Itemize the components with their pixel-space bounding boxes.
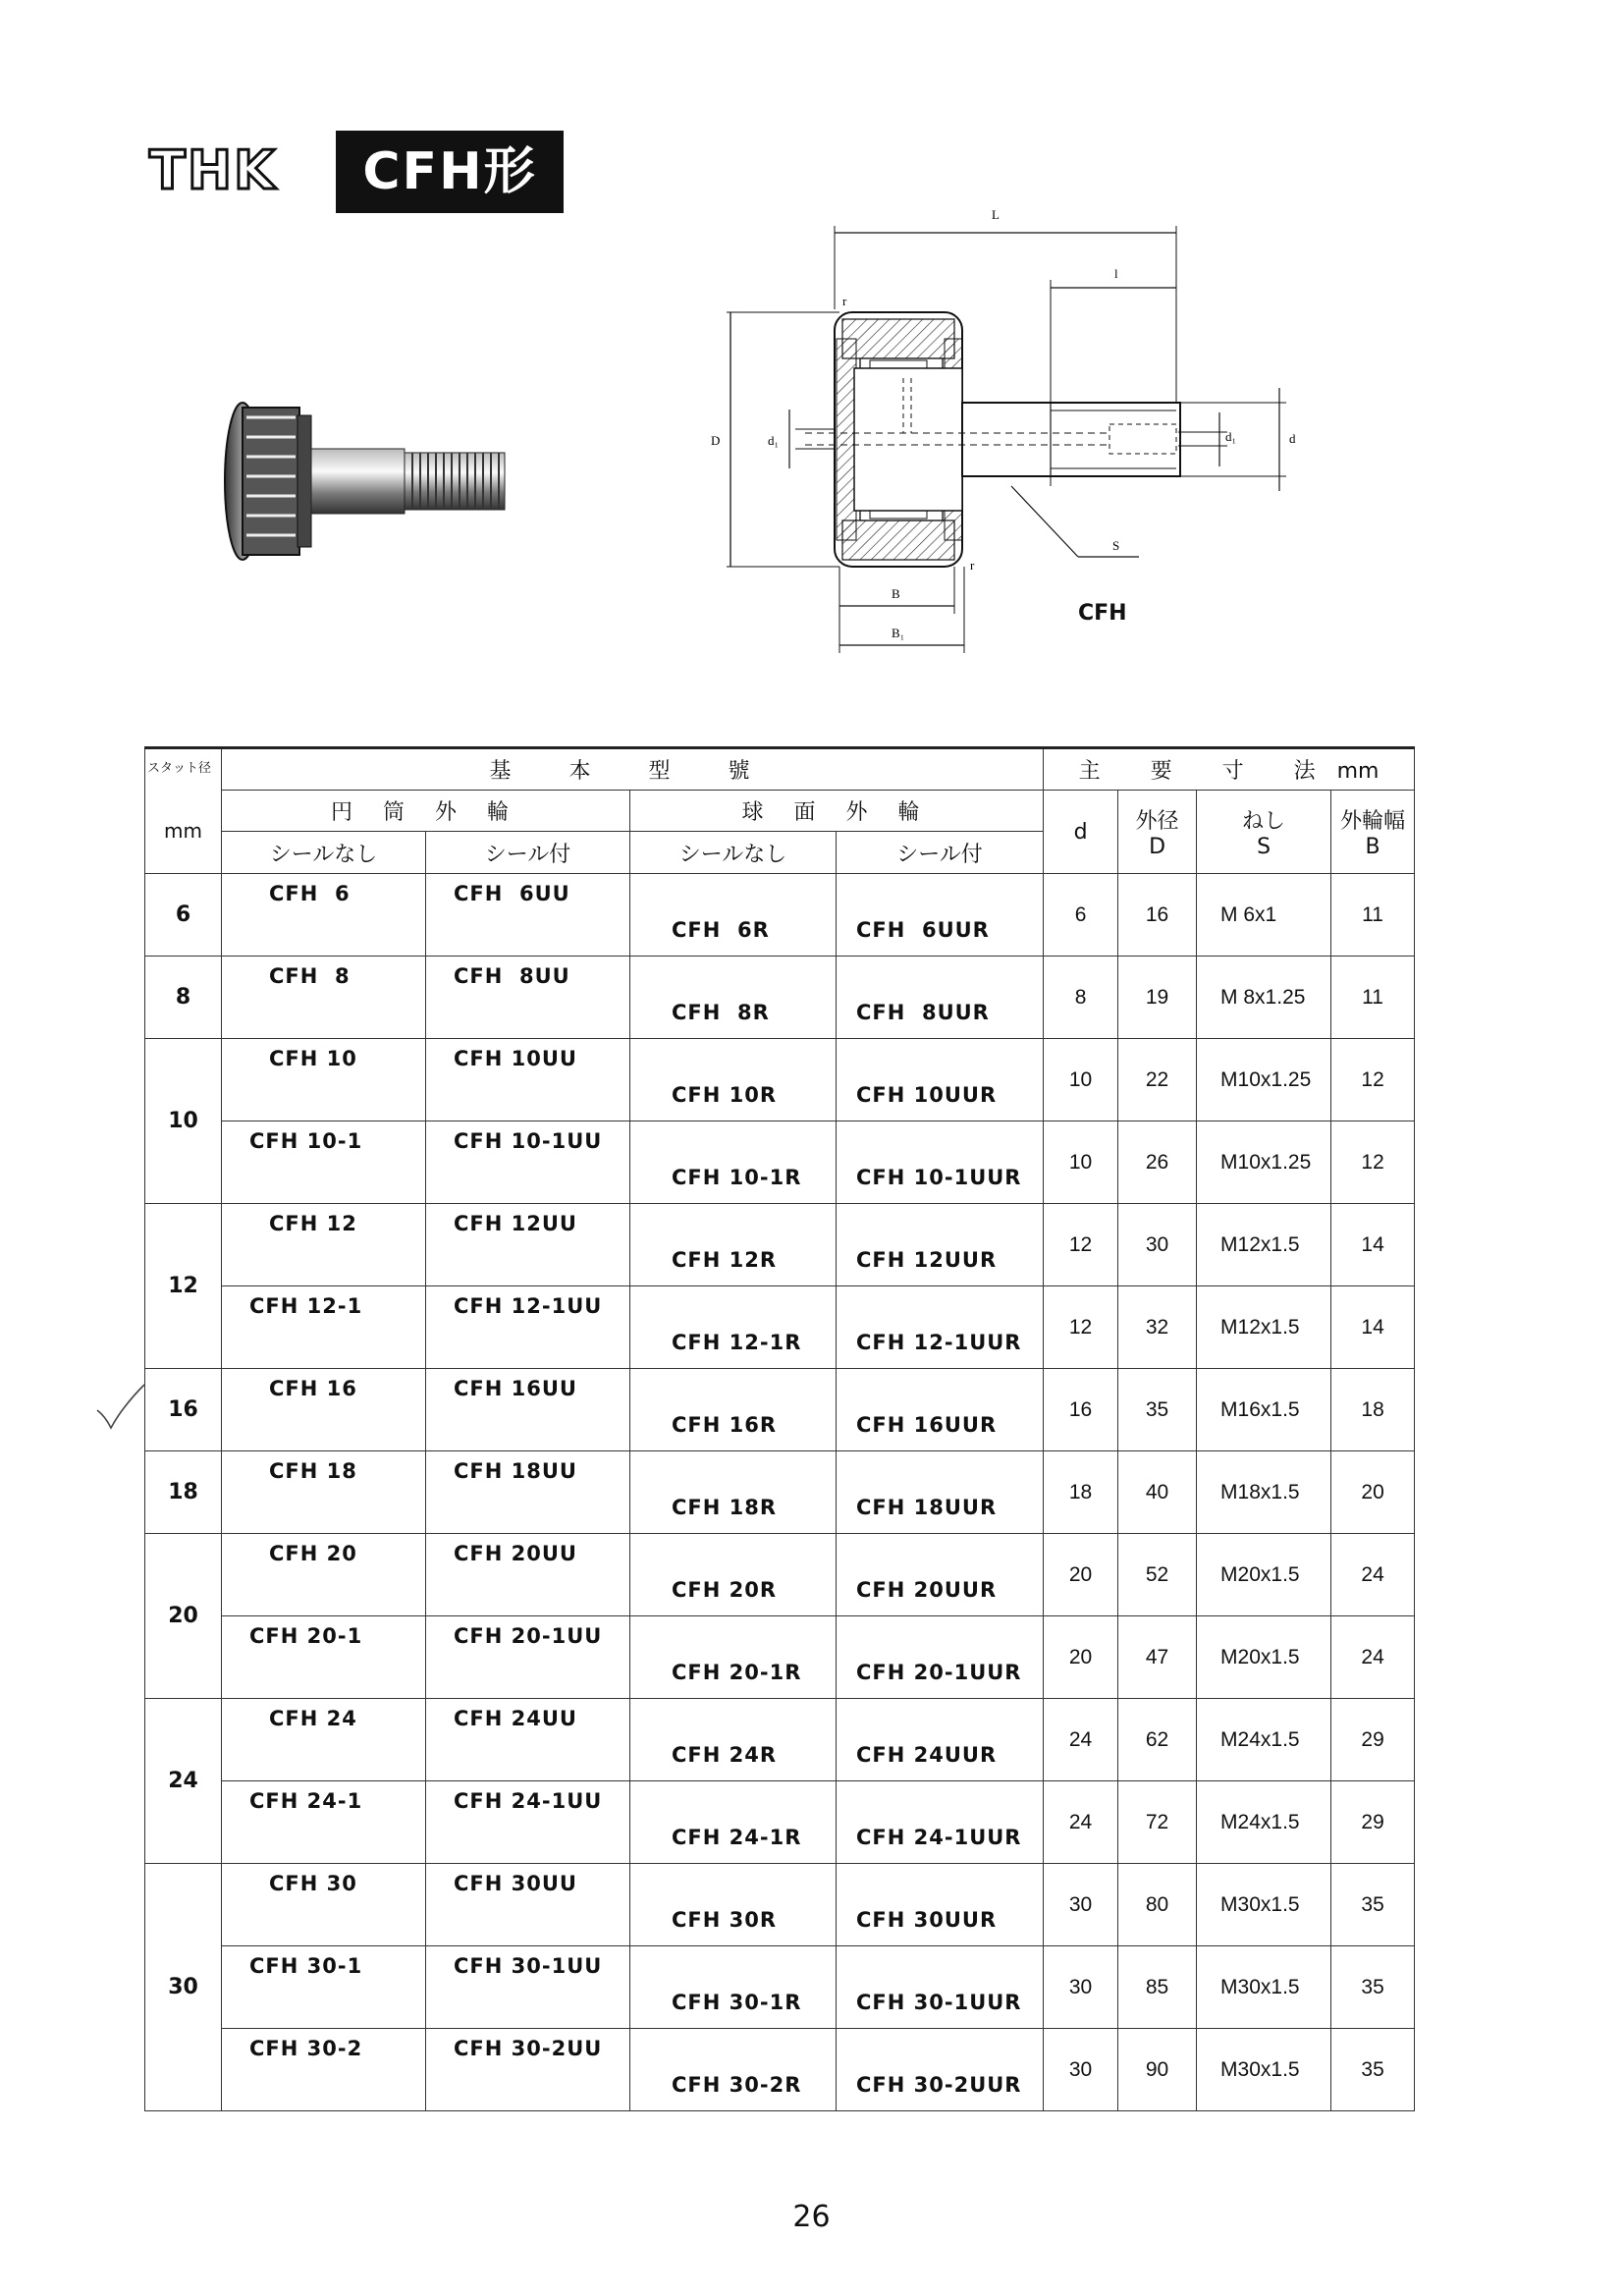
dim-d-cell: 16	[1044, 1369, 1118, 1451]
model-seal-cyl: CFH 20-1UU	[426, 1616, 630, 1699]
dim-S-cell: M20x1.5	[1197, 1534, 1331, 1616]
model-seal-sph: CFH 10UUR	[837, 1039, 1044, 1121]
no-seal-header-1: シールなし	[222, 832, 426, 874]
table-row	[145, 1946, 1415, 2029]
dim-B-cell: 24	[1331, 1616, 1415, 1699]
spec-table	[144, 746, 1415, 2111]
model-no-seal-sph: CFH 12-1R	[630, 1286, 837, 1369]
model-seal-cyl: CFH 12UU	[426, 1204, 630, 1286]
model-seal-cyl: CFH 24-1UU	[426, 1781, 630, 1864]
dim-S-cell: M24x1.5	[1197, 1699, 1331, 1781]
stud-diameter-cell: 30	[145, 1864, 222, 2111]
dim-D-cell: 35	[1118, 1369, 1197, 1451]
dim-r-top: r	[842, 294, 847, 308]
dim-D-cell: 40	[1118, 1451, 1197, 1534]
dim-D-cell: 26	[1118, 1121, 1197, 1204]
dim-B-cell: 35	[1331, 1946, 1415, 2029]
model-seal-sph: CFH 20-1UUR	[837, 1616, 1044, 1699]
main-dims-unit: mm	[1336, 759, 1380, 784]
dim-S-cell: M24x1.5	[1197, 1781, 1331, 1864]
table-row	[145, 1286, 1415, 1369]
page-title: CFH形	[336, 131, 564, 213]
dim-B-cell: 12	[1331, 1039, 1415, 1121]
dim-S-cell: M10x1.25	[1197, 1121, 1331, 1204]
dim-D-cell: 47	[1118, 1616, 1197, 1699]
dim-d-cell: 20	[1044, 1616, 1118, 1699]
model-seal-sph: CFH 6UUR	[837, 874, 1044, 957]
basic-model-header: 基 本 型 號	[222, 748, 1044, 791]
col-d-header: d	[1044, 791, 1118, 874]
dim-S-cell: M12x1.5	[1197, 1204, 1331, 1286]
model-seal-cyl: CFH 20UU	[426, 1534, 630, 1616]
dim-D-cell: 52	[1118, 1534, 1197, 1616]
dim-B-cell: 20	[1331, 1451, 1415, 1534]
stud-diameter-cell: 24	[145, 1699, 222, 1864]
dim-D-cell: 22	[1118, 1039, 1197, 1121]
model-no-seal-cyl: CFH 20-1	[222, 1616, 426, 1699]
model-seal-sph: CFH 12-1UUR	[837, 1286, 1044, 1369]
dim-d-cell: 10	[1044, 1121, 1118, 1204]
model-seal-sph: CFH 16UUR	[837, 1369, 1044, 1451]
dim-B-cell: 29	[1331, 1699, 1415, 1781]
model-seal-sph: CFH 30-2UUR	[837, 2029, 1044, 2111]
model-no-seal-cyl: CFH 24	[222, 1699, 426, 1781]
dim-d-cell: 30	[1044, 1946, 1118, 2029]
dim-D-cell: 90	[1118, 2029, 1197, 2111]
spec-table-body	[145, 874, 1415, 2111]
no-seal-header-2: シールなし	[630, 832, 837, 874]
dim-d-cell: 8	[1044, 957, 1118, 1039]
dim-d-cell: 10	[1044, 1039, 1118, 1121]
table-row	[145, 2029, 1415, 2111]
table-row	[145, 1699, 1415, 1781]
model-seal-sph: CFH 24-1UUR	[837, 1781, 1044, 1864]
stud-diameter-cell: 6	[145, 874, 222, 957]
model-seal-cyl: CFH 30-2UU	[426, 2029, 630, 2111]
dim-S-cell: M16x1.5	[1197, 1369, 1331, 1451]
stud-diameter-header: スタット径 mm	[145, 748, 222, 874]
with-seal-header-1: シール付	[426, 832, 630, 874]
table-row	[145, 874, 1415, 957]
dim-d1-right: d₁	[1225, 429, 1237, 444]
spherical-outer-header: 球 面 外 輪	[630, 791, 1044, 832]
dim-S-cell: M12x1.5	[1197, 1286, 1331, 1369]
model-no-seal-sph: CFH 12R	[630, 1204, 837, 1286]
dim-S-cell: M30x1.5	[1197, 1864, 1331, 1946]
model-no-seal-cyl: CFH 12	[222, 1204, 426, 1286]
model-seal-cyl: CFH 8UU	[426, 957, 630, 1039]
dim-d-cell: 24	[1044, 1699, 1118, 1781]
dim-B-cell: 14	[1331, 1204, 1415, 1286]
dim-S-cell: M20x1.5	[1197, 1616, 1331, 1699]
model-seal-sph: CFH 8UUR	[837, 957, 1044, 1039]
dim-D-cell: 62	[1118, 1699, 1197, 1781]
model-no-seal-sph: CFH 6R	[630, 874, 837, 957]
dim-D-cell: 80	[1118, 1864, 1197, 1946]
dim-D-cell: 85	[1118, 1946, 1197, 2029]
col-S-header: ねし S	[1197, 791, 1331, 874]
model-no-seal-sph: CFH 20-1R	[630, 1616, 837, 1699]
dim-d-cell: 24	[1044, 1781, 1118, 1864]
model-no-seal-sph: CFH 24R	[630, 1699, 837, 1781]
with-seal-header-2: シール付	[837, 832, 1044, 874]
stud-diameter-cell: 18	[145, 1451, 222, 1534]
model-seal-cyl: CFH 24UU	[426, 1699, 630, 1781]
dim-D-cell: 16	[1118, 874, 1197, 957]
dim-d-cell: 30	[1044, 2029, 1118, 2111]
model-no-seal-cyl: CFH 30-1	[222, 1946, 426, 2029]
table-row	[145, 1781, 1415, 1864]
dim-B: B	[892, 586, 900, 601]
dim-B-cell: 11	[1331, 957, 1415, 1039]
dimension-drawing	[707, 201, 1306, 663]
check-mark-icon	[93, 1383, 152, 1442]
dim-L: L	[992, 207, 1000, 222]
model-seal-cyl: CFH 10-1UU	[426, 1121, 630, 1204]
dim-D-cell: 19	[1118, 957, 1197, 1039]
model-no-seal-cyl: CFH 18	[222, 1451, 426, 1534]
dim-D: D	[711, 433, 721, 448]
model-seal-cyl: CFH 30-1UU	[426, 1946, 630, 2029]
dim-d-cell: 12	[1044, 1204, 1118, 1286]
model-seal-sph: CFH 24UUR	[837, 1699, 1044, 1781]
table-row	[145, 1864, 1415, 1946]
table-row	[145, 957, 1415, 1039]
model-seal-sph: CFH 30-1UUR	[837, 1946, 1044, 2029]
dim-l: l	[1114, 266, 1118, 281]
dim-d-cell: 6	[1044, 874, 1118, 957]
dim-B-cell: 12	[1331, 1121, 1415, 1204]
table-row	[145, 1204, 1415, 1286]
dim-S: S	[1112, 538, 1120, 553]
dim-S-cell: M10x1.25	[1197, 1039, 1331, 1121]
model-seal-cyl: CFH 30UU	[426, 1864, 630, 1946]
model-no-seal-sph: CFH 10R	[630, 1039, 837, 1121]
model-no-seal-sph: CFH 30R	[630, 1864, 837, 1946]
model-no-seal-cyl: CFH 24-1	[222, 1781, 426, 1864]
dim-D-cell: 30	[1118, 1204, 1197, 1286]
dim-d: d	[1289, 431, 1296, 446]
model-no-seal-sph: CFH 10-1R	[630, 1121, 837, 1204]
main-dims-header: 主 要 寸 法mm	[1044, 748, 1415, 791]
table-row	[145, 1616, 1415, 1699]
model-no-seal-cyl: CFH 8	[222, 957, 426, 1039]
dim-d-cell: 12	[1044, 1286, 1118, 1369]
product-photo	[221, 388, 511, 574]
model-seal-sph: CFH 10-1UUR	[837, 1121, 1044, 1204]
table-row	[145, 1534, 1415, 1616]
dim-S-cell: M 8x1.25	[1197, 957, 1331, 1039]
table-row	[145, 1451, 1415, 1534]
dim-B-cell: 24	[1331, 1534, 1415, 1616]
model-seal-sph: CFH 18UUR	[837, 1451, 1044, 1534]
dim-S-cell: M 6x1	[1197, 874, 1331, 957]
stud-diameter-cell: 10	[145, 1039, 222, 1204]
model-seal-cyl: CFH 10UU	[426, 1039, 630, 1121]
model-no-seal-sph: CFH 30-1R	[630, 1946, 837, 2029]
model-no-seal-cyl: CFH 6	[222, 874, 426, 957]
brand-logo: THK	[149, 139, 277, 201]
page-number: 26	[792, 2200, 831, 2234]
dim-B-cell: 35	[1331, 1864, 1415, 1946]
figure-label: CFH	[1078, 601, 1127, 626]
model-no-seal-sph: CFH 24-1R	[630, 1781, 837, 1864]
model-seal-sph: CFH 30UUR	[837, 1864, 1044, 1946]
dim-d-cell: 20	[1044, 1534, 1118, 1616]
col-D-header: 外径 D	[1118, 791, 1197, 874]
model-seal-cyl: CFH 16UU	[426, 1369, 630, 1451]
dim-S-cell: M18x1.5	[1197, 1451, 1331, 1534]
stud-diameter-cell: 20	[145, 1534, 222, 1699]
dim-B-cell: 18	[1331, 1369, 1415, 1451]
dim-B-cell: 35	[1331, 2029, 1415, 2111]
cylindrical-outer-header: 円 筒 外 輪	[222, 791, 630, 832]
dim-d-cell: 30	[1044, 1864, 1118, 1946]
model-no-seal-cyl: CFH 30	[222, 1864, 426, 1946]
dim-B-cell: 29	[1331, 1781, 1415, 1864]
dim-d1-left: d₁	[768, 433, 780, 448]
dim-d-cell: 18	[1044, 1451, 1118, 1534]
col-B-header: 外輪幅 B	[1331, 791, 1415, 874]
model-no-seal-sph: CFH 8R	[630, 957, 837, 1039]
model-no-seal-sph: CFH 20R	[630, 1534, 837, 1616]
table-row	[145, 1121, 1415, 1204]
model-no-seal-cyl: CFH 30-2	[222, 2029, 426, 2111]
model-seal-sph: CFH 12UUR	[837, 1204, 1044, 1286]
dim-r-bottom: r	[970, 558, 975, 573]
model-no-seal-cyl: CFH 12-1	[222, 1286, 426, 1369]
stud-diameter-cell: 8	[145, 957, 222, 1039]
model-no-seal-sph: CFH 16R	[630, 1369, 837, 1451]
dim-S-cell: M30x1.5	[1197, 2029, 1331, 2111]
model-no-seal-sph: CFH 30-2R	[630, 2029, 837, 2111]
dim-B1: B₁	[892, 626, 905, 640]
model-no-seal-cyl: CFH 10-1	[222, 1121, 426, 1204]
model-seal-cyl: CFH 12-1UU	[426, 1286, 630, 1369]
stud-diameter-cell: 12	[145, 1204, 222, 1369]
table-row	[145, 1369, 1415, 1451]
model-no-seal-cyl: CFH 20	[222, 1534, 426, 1616]
dim-S-cell: M30x1.5	[1197, 1946, 1331, 2029]
stud-diameter-cell: 16	[145, 1369, 222, 1451]
model-no-seal-sph: CFH 18R	[630, 1451, 837, 1534]
dim-B-cell: 11	[1331, 874, 1415, 957]
dim-D-cell: 32	[1118, 1286, 1197, 1369]
dim-B-cell: 14	[1331, 1286, 1415, 1369]
model-seal-cyl: CFH 6UU	[426, 874, 630, 957]
model-no-seal-cyl: CFH 16	[222, 1369, 426, 1451]
model-no-seal-cyl: CFH 10	[222, 1039, 426, 1121]
model-seal-cyl: CFH 18UU	[426, 1451, 630, 1534]
dim-D-cell: 72	[1118, 1781, 1197, 1864]
table-row	[145, 1039, 1415, 1121]
model-seal-sph: CFH 20UUR	[837, 1534, 1044, 1616]
